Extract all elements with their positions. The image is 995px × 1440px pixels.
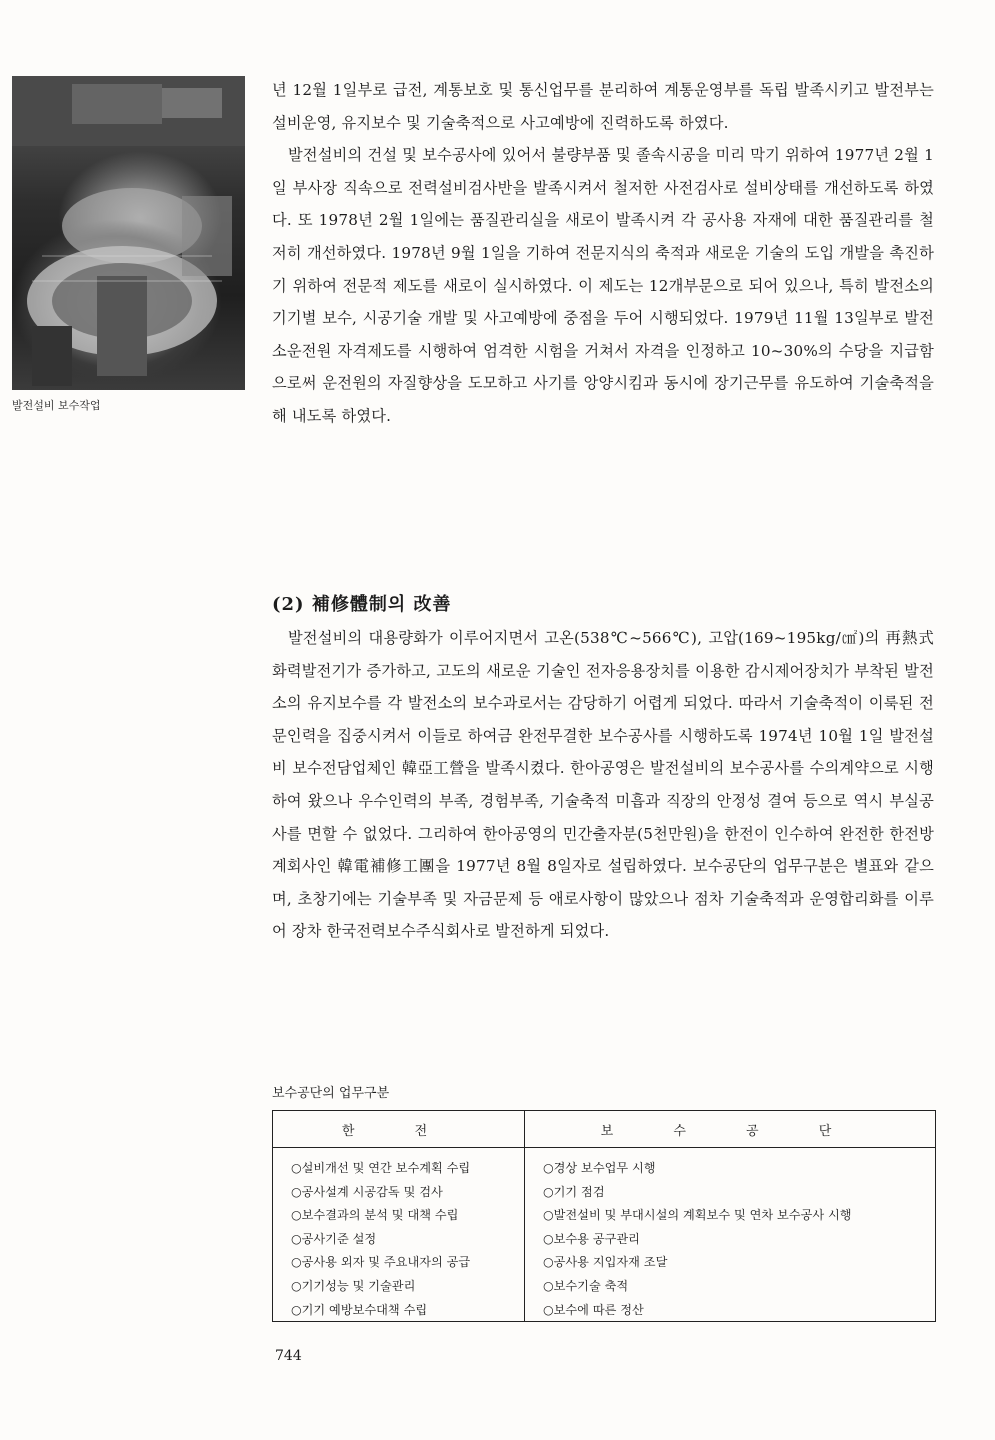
list-item: ○ 보수용 공구관리 — [543, 1228, 935, 1252]
section-heading: (2) 補修體制의 改善 — [272, 594, 452, 615]
paragraph: 발전설비의 대용량화가 이루어지면서 고온(538℃~566℃), 고압(169~195kg/㎠)의 再熱式 화력발전기가 증가하고, 고도의 새로운 기술인 전자응용장치를 이용한 감시제어장치가 부착된 발전소의 유지보수를 각 발전소의 보수과로서는 감당하기 어렵게 되었다. 따라서 기술축적이 이룩된 전문인력을 집중시켜서 이들로 하여금 완전무결한 보수공사를 시행하도록 1974년 10월 1일 발전설비 보수전담업체인 韓亞工營을 발족시켰다. 한아공영은 발전설비의 보수공사를 수의계약으로 시행하여 왔으나 우수인력의 부족, 경험부족, 기술축적 미흡과 직장의 안정성 결여 등으로 역시 부실공사를 면할 수 없었다. 그리하여 한아공영의 민간출자분(5천만원)을 한전이 인수하여 완전한 한전방계회사인 韓電補修工團을 1977년 8월 8일자로 설립하였다. 보수공단의 업무구분은 별표와 같으며, 초창기에는 기술부족 및 자금문제 등 애로사항이 많았으나 점차 기술축적과 운영합리화를 이루어 장차 한국전력보수주식회사로 발전하게 되었다. — [272, 629, 934, 941]
list-item: ○ 기기 점검 — [543, 1181, 935, 1205]
table-caption: 보수공단의 업무구분 — [272, 1086, 390, 1101]
list-item: ○ 공사용 지입자재 조달 — [543, 1251, 935, 1275]
list-item: ○ 설비개선 및 연간 보수계획 수립 — [291, 1157, 524, 1181]
photo-caption: 발전설비 보수작업 — [12, 399, 101, 412]
list-item: ○ 경상 보수업무 시행 — [543, 1157, 935, 1181]
list-item: ○ 발전설비 및 부대시설의 계획보수 및 연차 보수공사 시행 — [543, 1204, 935, 1228]
paragraph-continued: 년 12월 1일부로 급전, 계통보호 및 통신업무를 분리하여 계통운영부를 독립 발족시키고 발전부는 설비운영, 유지보수 및 기술축적으로 사고예방에 진력하도록 하였다. — [272, 81, 934, 132]
list-item: ○ 기기 예방보수대책 수립 — [291, 1299, 524, 1323]
duty-table — [272, 1110, 936, 1322]
list-item: ○ 공사설계 시공감독 및 검사 — [291, 1181, 524, 1205]
maintenance-photo — [12, 76, 245, 390]
list-item: ○ 공사기준 설정 — [291, 1228, 524, 1252]
list-item: ○ 기기성능 및 기술관리 — [291, 1275, 524, 1299]
list-item: ○ 보수결과의 분석 및 대책 수립 — [291, 1204, 524, 1228]
turbine-illustration — [12, 76, 245, 390]
table-body — [273, 1147, 935, 1321]
intro-text — [272, 74, 934, 433]
table-header-kepco: 한 전 — [273, 1111, 525, 1147]
kepco-duties — [273, 1147, 525, 1321]
section-text — [272, 622, 934, 948]
paragraph: 발전설비의 건설 및 보수공사에 있어서 불량부품 및 졸속시공을 미리 막기 위하여 1977년 2월 1일 부사장 직속으로 전력설비검사반을 발족시켜서 철저한 사전검사로 설비상태를 개선하도록 하였다. 또 1978년 2월 1일에는 품질관리실을 새로이 발족시켜 각 공사용 자재에 대한 품질관리를 철저히 개선하였다. 1978년 9월 1일을 기하여 전문지식의 축적과 새로운 기술의 도입 개발을 촉진하기 위하여 전문적 제도를 새로이 실시하였다. 이 제도는 12개부문으로 되어 있으나, 특히 발전소의 기기별 보수, 시공기술 개발 및 사고예방에 중점을 두어 시행되었다. 1979년 11월 13일부로 발전소운전원 자격제도를 시행하여 엄격한 시험을 거쳐서 자격을 인정하고 10~30%의 수당을 지급함으로써 운전원의 자질향상을 도모하고 사기를 앙양시킴과 동시에 장기근무를 유도하여 기술축적을 해 내도록 하였다. — [272, 146, 934, 425]
maintenance-corp-duties — [525, 1147, 935, 1321]
list-item: ○ 공사용 외자 및 주요내자의 공급 — [291, 1251, 524, 1275]
page-number: 744 — [275, 1348, 302, 1364]
table-header-maintenance-corp: 보 수 공 단 — [600, 1123, 860, 1139]
table-header-row — [273, 1111, 935, 1148]
list-item: ○ 보수기술 축적 — [543, 1275, 935, 1299]
list-item: ○ 보수에 따른 정산 — [543, 1299, 935, 1323]
